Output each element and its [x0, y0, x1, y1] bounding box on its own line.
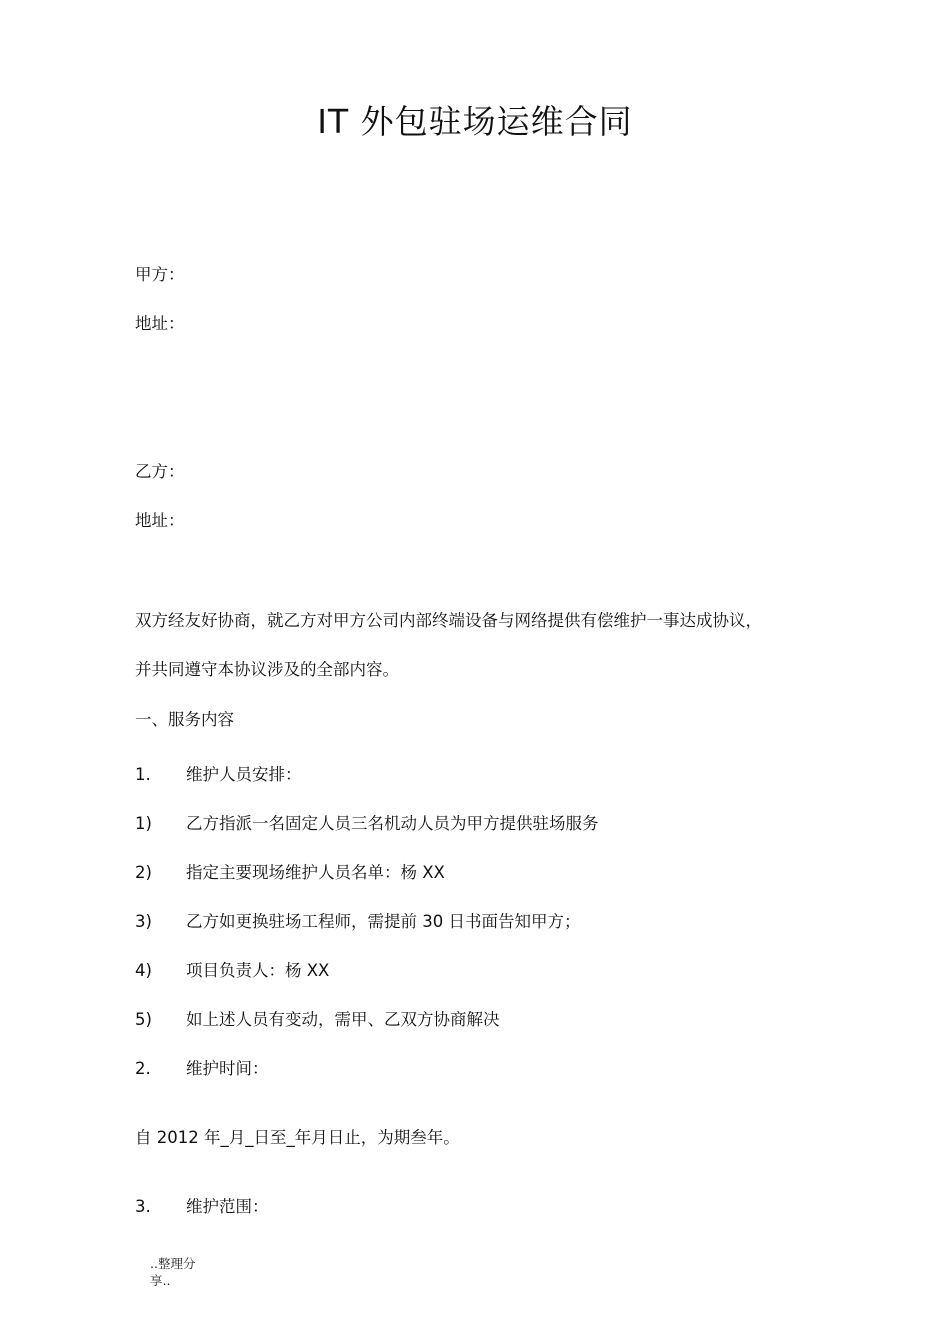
- list-item-text: 维护时间：: [186, 1059, 269, 1078]
- list-item-text: 指定主要现场维护人员名单：杨 XX: [186, 863, 445, 882]
- list-item-number: 2): [135, 863, 152, 882]
- list-item-text: 项目负责人：杨 XX: [186, 961, 330, 980]
- list-item-text: 维护范围：: [186, 1197, 269, 1216]
- list-item-number: 3): [135, 912, 152, 931]
- list-item-number: 5): [135, 1010, 152, 1029]
- list-item-text: 如上述人员有变动，需甲、乙双方协商解决: [186, 1010, 500, 1029]
- list-item-number: 4): [135, 961, 152, 980]
- intro-line-1: 双方经友好协商，就乙方对甲方公司内部终端设备与网络提供有偿维护一事达成协议，: [135, 611, 762, 630]
- page-footer: ..整理分享..: [150, 1256, 196, 1288]
- party-b-address-label: 地址：: [135, 511, 185, 530]
- party-a-address-label: 地址：: [135, 314, 185, 333]
- list-item-text: 乙方指派一名固定人员三名机动人员为甲方提供驻场服务: [186, 814, 599, 833]
- section-1-heading: 一、服务内容: [135, 710, 234, 729]
- list-item-number: 3.: [135, 1197, 151, 1216]
- document-title: IT 外包驻场运维合同: [317, 102, 633, 141]
- party-b-label: 乙方：: [135, 462, 185, 481]
- party-a-label: 甲方：: [135, 265, 185, 284]
- list-item-number: 1.: [135, 765, 151, 784]
- list-item-number: 2.: [135, 1059, 151, 1078]
- maintenance-period: 自 2012 年_月_日至_年月日止，为期叁年。: [135, 1128, 460, 1147]
- list-item-text: 维护人员安排：: [186, 765, 302, 784]
- intro-line-2: 并共同遵守本协议涉及的全部内容。: [135, 660, 399, 679]
- list-item-number: 1): [135, 814, 152, 833]
- list-item-text: 乙方如更换驻场工程师，需提前 30 日书面告知甲方；: [186, 912, 581, 931]
